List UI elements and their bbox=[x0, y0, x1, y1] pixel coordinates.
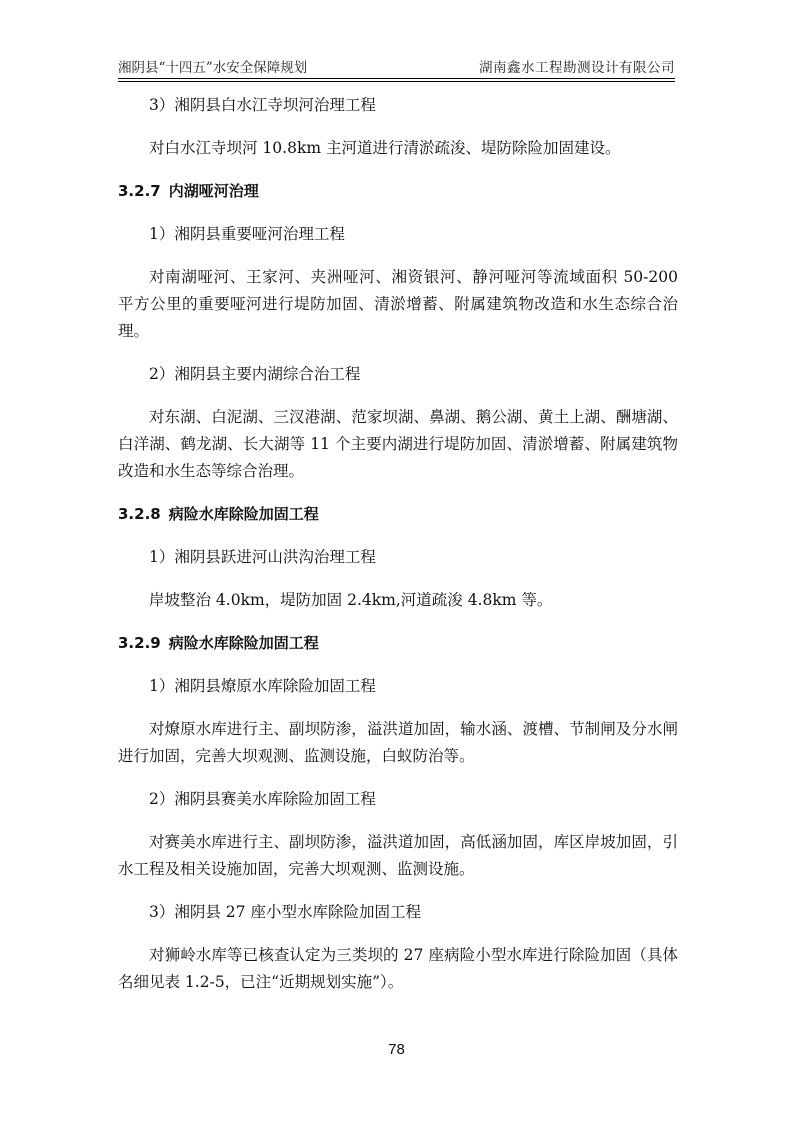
section-title: 病险水库除险加固工程 bbox=[168, 634, 319, 652]
page-header bbox=[118, 56, 675, 76]
paragraph: 对赛美水库进行主、副坝防渗，溢洪道加固，高低涵加固，库区岸坡加固，引水工程及相关设施加固，完善大坝观测、监测设施。 bbox=[118, 833, 678, 878]
header-rule-thick bbox=[118, 78, 675, 79]
item-title: 3）湘阴县 27 座小型水库除险加固工程 bbox=[149, 903, 421, 921]
paragraph: 对南湖哑河、王家河、夹洲哑河、湘资银河、静河哑河等流域面积 50-200 平方公里的重要哑河进行堤防加固、清淤增蓄、附属建筑物改造和水生态综合治理。 bbox=[118, 268, 678, 340]
item-title: 3）湘阴县白水江寺坝河治理工程 bbox=[149, 96, 376, 114]
header-rule-thin bbox=[118, 81, 675, 82]
section-heading bbox=[118, 501, 678, 528]
header-document-title: 湘阴县“十四五”水安全保障规划 bbox=[118, 60, 308, 76]
section-heading bbox=[118, 178, 678, 205]
section-number: 3.2.8 bbox=[118, 505, 161, 523]
paragraph: 对东湖、白泥湖、三汊港湖、范家坝湖、鼻湖、鹅公湖、黄土上湖、酬塘湖、白洋湖、鹤龙湖、长大湖等 11 个主要内湖进行堤防加固、清淤增蓄、附属建筑物改造和水生态等综合治理。 bbox=[118, 408, 678, 480]
section-number: 3.2.9 bbox=[118, 634, 161, 652]
section-number: 3.2.7 bbox=[118, 182, 161, 200]
paragraph: 对燎原水库进行主、副坝防渗，溢洪道加固，输水涵、渡槽、节制闸及分水闸进行加固，完善大坝观测、监测设施，白蚁防治等。 bbox=[118, 720, 678, 765]
paragraph: 对狮岭水库等已核查认定为三类坝的 27 座病险小型水库进行除险加固（具体名细见表 1.2-5，已注“近期规划实施”）。 bbox=[118, 946, 678, 991]
section-heading bbox=[118, 630, 678, 657]
item-title: 1）湘阴县燎原水库除险加固工程 bbox=[149, 677, 376, 695]
section-title: 内湖哑河治理 bbox=[168, 182, 259, 200]
header-company-name: 湖南鑫水工程勘测设计有限公司 bbox=[479, 60, 675, 76]
item-title: 1）湘阴县重要哑河治理工程 bbox=[149, 225, 345, 243]
page-number: 78 bbox=[388, 1041, 405, 1058]
item-title: 2）湘阴县主要内湖综合治工程 bbox=[149, 365, 361, 383]
paragraph: 对白水江寺坝河 10.8km 主河道进行清淤疏浚、堤防除险加固建设。 bbox=[149, 139, 621, 157]
item-title: 2）湘阴县赛美水库除险加固工程 bbox=[149, 790, 376, 808]
item-title: 1）湘阴县跃进河山洪沟治理工程 bbox=[149, 548, 376, 566]
page-body bbox=[118, 92, 678, 996]
section-title: 病险水库除险加固工程 bbox=[168, 505, 319, 523]
paragraph: 岸坡整治 4.0km，堤防加固 2.4km,河道疏浚 4.8km 等。 bbox=[149, 591, 553, 609]
